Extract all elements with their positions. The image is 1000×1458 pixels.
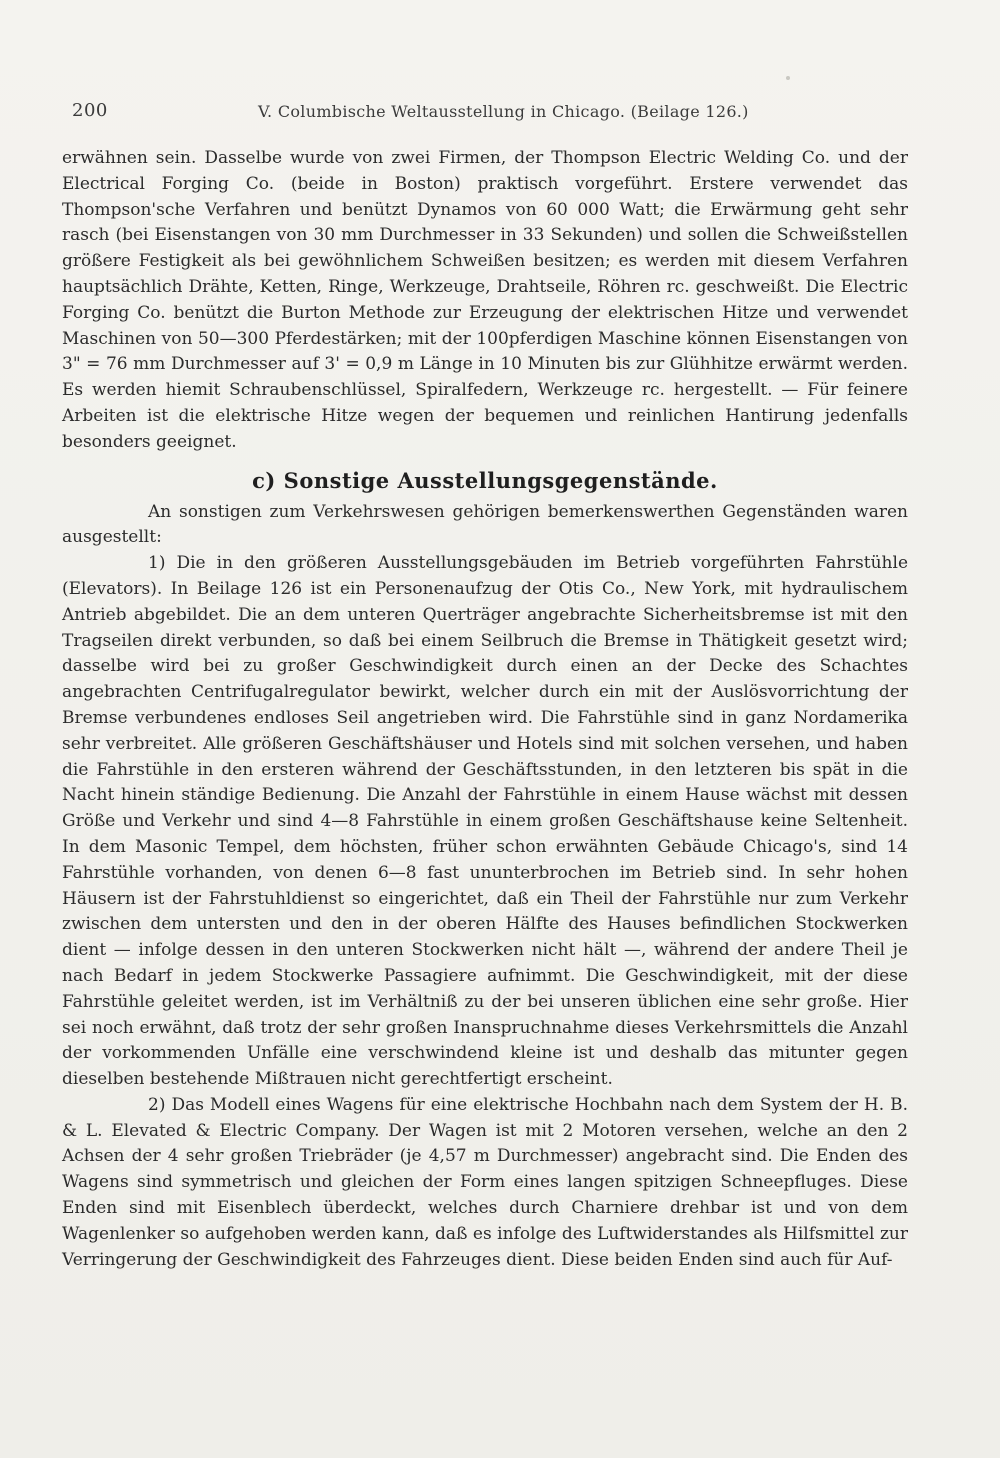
paper-speck [786, 76, 790, 80]
paragraph-elevators: 1) Die in den größeren Ausstellungsgebäuden im Betrieb vorgeführten Fahrstühle (Elevators). In Beilage 126 ist ein Personenaufzug der Otis Co., New York, mit hydraulischem Antrieb abgebildet. Die an dem unteren Querträger angebrachte Sicherheitsbremse ist mit den Tragseilen direkt verbunden, so daß bei einem Seilbruch die Bremse in Thätigkeit gesetzt wird; dasselbe wird bei zu großer Geschwindigkeit durch einen an der Decke des Schachtes angebrachten Centrifugalregulator bewirkt, welcher durch ein mit der Auslösvorrichtung der Bremse verbundenes endloses Seil angetrieben wird. Die Fahrstühle sind in ganz Nordamerika sehr verbreitet. Alle größeren Geschäftshäuser und Hotels sind mit solchen versehen, und haben die Fahrstühle in den ersteren während der Geschäftsstunden, in den letzteren bis spät in die Nacht hinein ständige Bedienung. Die Anzahl der Fahrstühle in einem Hause wächst mit dessen Größe und Verkehr und sind 4—8 Fahrstühle in einem großen Geschäftshause keine Seltenheit. In dem Masonic Tempel, dem höchsten, früher schon erwähnten Gebäude Chicago's, sind 14 Fahrstühle vorhanden, von denen 6—8 fast ununterbrochen im Betrieb sind. In sehr hohen Häusern ist der Fahrstuhldienst so eingerichtet, daß ein Theil der Fahrstühle nur zum Verkehr zwischen dem untersten und den in der oberen Hälfte des Hauses befindlichen Stockwerken dient — infolge dessen in den unteren Stockwerken nicht hält —, während der andere Theil je nach Bedarf in jedem Stockwerke Passagiere aufnimmt. Die Geschwindigkeit, mit der diese Fahrstühle geleitet werden, ist im Verhältniß zu der bei unseren üblichen eine sehr große. Hier sei noch erwähnt, daß trotz der sehr großen Inanspruchnahme dieses Verkehrsmittels die Anzahl der vorkommenden Unfälle eine verschwindend kleine ist und deshalb das mitunter gegen dieselben bestehende Mißtrauen nicht gerechtfertigt erscheint. [62, 553, 908, 1090]
paragraph-intro: An sonstigen zum Verkehrswesen gehörigen bemerkenswerthen Gegenständen waren ausgestellt: [62, 501, 908, 548]
paragraph-railcar: 2) Das Modell eines Wagens für eine elektrische Hochbahn nach dem System der H. B. & L. Elevated & Electric Company. Der Wagen ist mit 2 Motoren versehen, welche an den 2 Achsen der 4 sehr großen Triebräder (je 4,57 m Durchmesser) angebracht sind. Die Enden des Wagens sind symmetrisch und gleichen der Form eines langen spitzigen Schneepfluges. Diese Enden sind mit Eisenblech überdeckt, welches durch Charniere drehbar ist und von dem Wagenlenker so aufgehoben werden kann, daß es infolge des Luftwiderstandes als Hilfsmittel zur Verringerung der Geschwindigkeit des Fahrzeuges dient. Diese beiden Enden sind auch für Auf- [62, 1094, 908, 1270]
page-header [72, 100, 912, 130]
page-body [62, 146, 908, 1273]
section-heading: c) Sonstige Ausstellungsgegenstände. [252, 467, 718, 493]
page-number: 200 [72, 100, 108, 121]
paragraph-welding: erwähnen sein. Dasselbe wurde von zwei Firmen, der Thompson Electric Welding Co. und der Electrical Forging Co. (beide in Boston) praktisch vorgeführt. Erstere verwendet das Thompson'sche Verfahren und benützt Dynamos von 60 000 Watt; die Erwärmung geht sehr rasch (bei Eisenstangen von 30 mm Durchmesser in 33 Sekunden) und sollen die Schweißstellen größere Festigkeit als bei gewöhnlichem Schweißen besitzen; es werden mit diesem Verfahren hauptsächlich Drähte, Ketten, Ringe, Werkzeuge, Drahtseile, Röhren ⁠rc. geschweißt. Die Electric Forging Co. benützt die Burton Methode zur Erzeugung der elektrischen Hitze und verwendet Maschinen von 50—300 Pferdestärken; mit der 100pferdigen Maschine können Eisenstangen von 3" = 76 mm Durchmesser auf 3' = 0,9 m Länge in 10 Minuten bis zur Glühhitze erwärmt werden. Es werden hiemit Schraubenschlüssel, Spiralfedern, Werkzeuge ⁠rc. hergestellt. — Für feinere Arbeiten ist die elektrische Hitze wegen der bequemen und reinlichen Hantirung jedenfalls besonders geeignet. [62, 148, 908, 452]
running-head: V. Columbische Weltausstellung in Chicago. (Beilage 126.) [258, 102, 749, 121]
